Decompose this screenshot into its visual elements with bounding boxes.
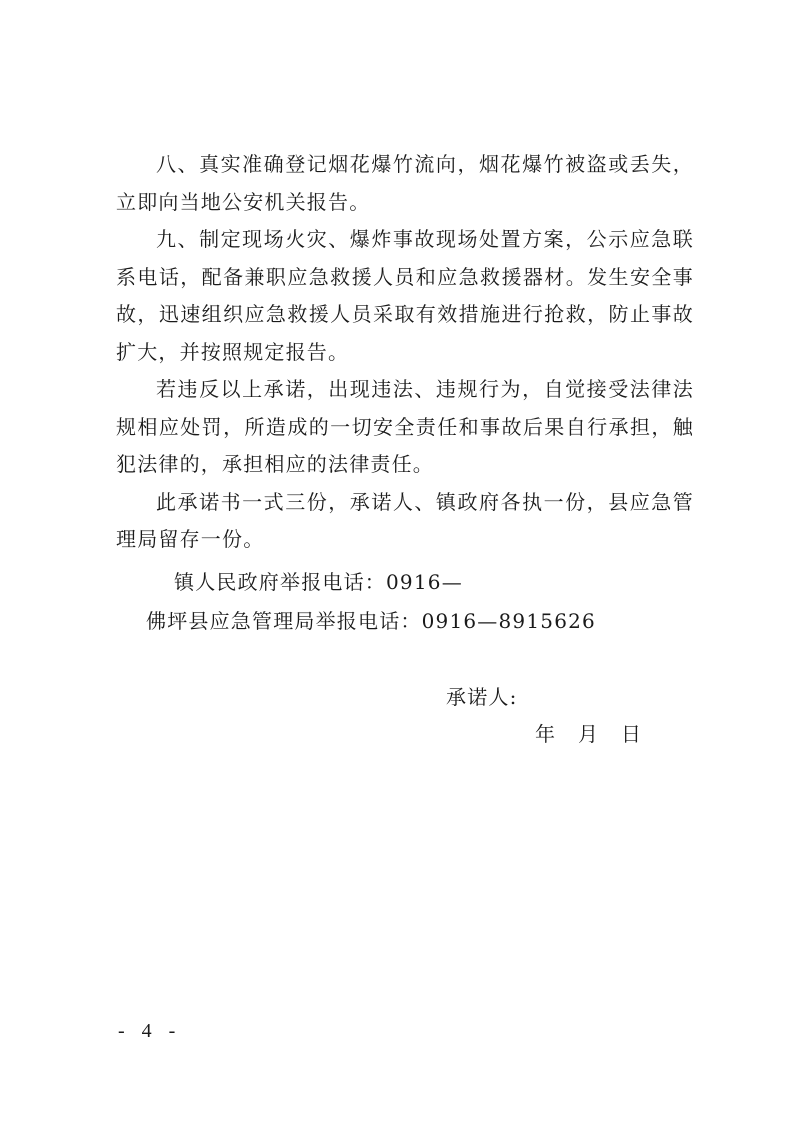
date-year: 年 bbox=[535, 722, 555, 746]
page-number: - 4 - bbox=[118, 1020, 182, 1042]
paragraph-copies-clause: 此承诺书一式三份，承诺人、镇政府各执一份，县应急管理局留存一份。 bbox=[116, 489, 694, 551]
paragraph-violation-clause: 若违反以上承诺，出现违法、违规行为，自觉接受法律法规相应处罚，所造成的一切安全责任和事故后果自行承担，触犯法律的，承担相应的法律责任。 bbox=[116, 377, 694, 476]
signature-date bbox=[535, 718, 641, 747]
signatory-label: 承诺人: bbox=[446, 685, 518, 709]
town-report-phone: 镇人民政府举报电话：0916— bbox=[174, 570, 463, 594]
date-day: 日 bbox=[621, 722, 641, 746]
date-month: 月 bbox=[578, 722, 598, 746]
paragraph-item-8: 八、真实准确登记烟花爆竹流向，烟花爆竹被盗或丢失，立即向当地公安机关报告。 bbox=[116, 152, 694, 214]
paragraph-item-9: 九、制定现场火灾、爆炸事故现场处置方案，公示应急联系电话，配备兼职应急救援人员和应急救援器材。发生安全事故，迅速组织应急救援人员采取有效措施进行抢救，防止事故扩大，并按照规定报告。 bbox=[116, 227, 694, 364]
document-body bbox=[116, 146, 694, 559]
bureau-report-phone: 佛坪县应急管理局举报电话：0916—8915626 bbox=[146, 609, 596, 633]
